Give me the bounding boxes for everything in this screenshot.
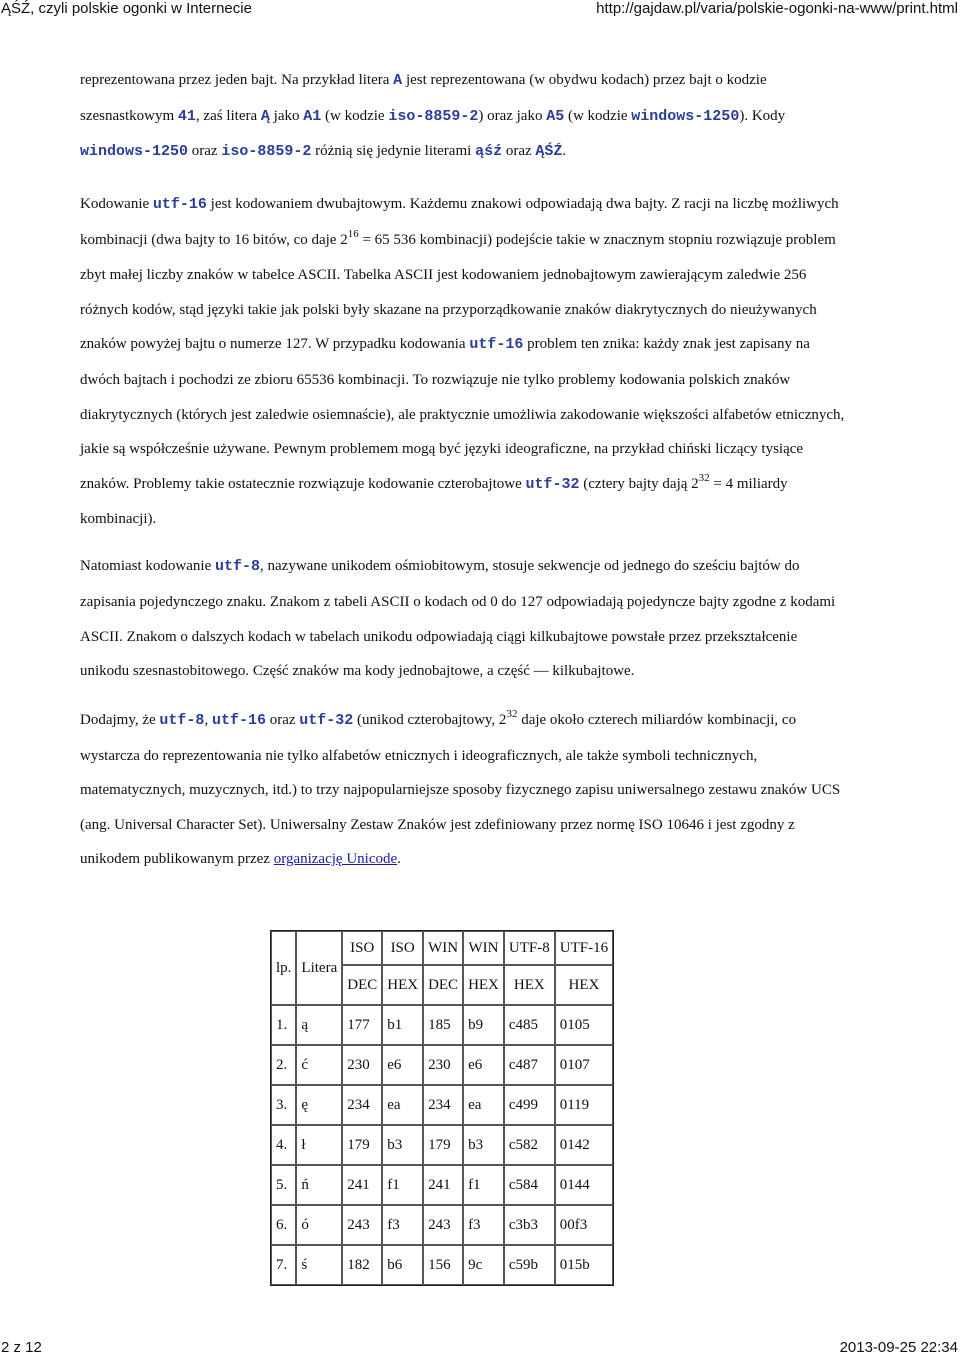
code-encoding: windows-1250	[80, 143, 189, 160]
code-hex: A5	[546, 107, 565, 125]
table-row	[271, 1085, 613, 1125]
cell-win-hex: f3	[463, 1205, 504, 1245]
header-dec: DEC	[342, 965, 382, 1005]
cell-win-dec: 241	[423, 1165, 463, 1205]
cell-letter: ą	[296, 1005, 342, 1045]
header-iso: ISO	[342, 931, 382, 965]
paragraph-utf16: Kodowanie utf-16 jest kodowaniem dwubajtowym. Każdemu znakowi odpowiadają dwa bajty. Z racji na liczbę możliwych kombinacji (dwa bajty to 16 bitów, co daje $2^{16} = 65$ 536 kombinacji) podejście takie w znacznym stopniu rozwiązuje problem zbyt małej liczby znaków w tabelce ASCII. Tabelka ASCII jest kodowaniem jednobajtowym zawierającym zaledwie 256 różnych kodów, stąd języki takie jak polski były skazane na przyporządkowanie znaków diakrytycznych do nieużywanych znaków powyżej bajtu o numerze 127. W przypadku kodowania utf-16 problem ten znika: każdy znak jest zapisany na dwóch bajtach i pochodzi ze zbioru 65536 kombinacji. To rozwiązuje nie tylko problemy kodowania polskich znaków diakrytycznych (których jest zaledwie osiemnaście), ale praktycznie umożliwia zakodowanie większości alfabetów etnicznych, jakie są współcześnie używane. Pewnym problemem mogą być języki ideograficzne, na przykład chiński liczący tysiące znaków. Problemy takie ostatecznie rozwiązuje kodowanie czterobajtowe utf-32 (cztery bajty dają $2^{32} = 4$ miliardy kombinacji).	[80, 196, 845, 528]
table-row	[271, 1045, 613, 1085]
header-hex: HEX	[463, 965, 504, 1005]
code-hex: A1	[303, 107, 322, 125]
cell-iso-dec: 179	[342, 1125, 382, 1165]
cell-win-dec: 185	[423, 1005, 463, 1045]
cell-utf16-hex: 0119	[555, 1085, 613, 1125]
cell-iso-hex: f3	[382, 1205, 423, 1245]
code-encoding: utf-16	[469, 336, 524, 354]
header-hex: HEX	[382, 965, 423, 1005]
cell-lp: 3.	[271, 1085, 296, 1125]
code-encoding: windows-1250	[631, 107, 740, 125]
cell-lp: 7.	[271, 1245, 296, 1285]
cell-iso-hex: f1	[382, 1165, 423, 1205]
cell-utf16-hex: 0142	[555, 1125, 613, 1165]
encoding-table	[270, 930, 614, 1286]
cell-win-hex: ea	[463, 1085, 504, 1125]
code-letter: Ą	[260, 107, 270, 125]
code-hex: 41	[177, 107, 196, 125]
cell-utf16-hex: 0144	[555, 1165, 613, 1205]
print-header-url: http://gajdaw.pl/varia/polskie-ogonki-na-www/print.html	[596, 0, 958, 17]
table-row	[271, 1125, 613, 1165]
unicode-organization-link[interactable]: organizację Unicode	[273, 851, 398, 867]
header-utf16: UTF-16	[555, 931, 613, 965]
table-row	[271, 1165, 613, 1205]
code-encoding: utf-16	[152, 196, 207, 213]
cell-utf8-hex: c584	[504, 1165, 555, 1205]
cell-win-dec: 156	[423, 1245, 463, 1285]
header-utf8: UTF-8	[504, 931, 555, 965]
cell-letter: ć	[296, 1045, 342, 1085]
header-lp: lp.	[271, 931, 296, 1005]
table-row	[271, 1205, 613, 1245]
cell-letter: ł	[296, 1125, 342, 1165]
code-letters: ĄŚŹ	[535, 143, 563, 160]
cell-utf16-hex: 015b	[555, 1245, 613, 1285]
paragraph-ucs: Dodajmy, że utf-8, utf-16 oraz utf-32 (unikod czterobajtowy, $2^{32}$ daje około czterech miliardów kombinacji, co wystarcza do reprezentowania nie tylko alfabetów etnicznych i ideograficznych, ale także symboli technicznych, matematycznych, muzycznych, itd.) to trzy najpopularniejsze sposoby fizycznego zapisu uniwersalnego zestawu znaków UCS (ang. Universal Character Set). Uniwersalny Zestaw Znaków jest zdefiniowany przez normę ISO 10646 i jest zgodny z unikodem publikowanym przez organizację Unicode.	[80, 708, 841, 867]
exponent: 32	[506, 708, 518, 720]
cell-win-dec: 179	[423, 1125, 463, 1165]
cell-utf8-hex: c487	[504, 1045, 555, 1085]
cell-iso-hex: b1	[382, 1005, 423, 1045]
header-hex: HEX	[555, 965, 613, 1005]
cell-letter: ę	[296, 1085, 342, 1125]
cell-iso-dec: 177	[342, 1005, 382, 1045]
cell-utf8-hex: c59b	[504, 1245, 555, 1285]
cell-iso-dec: 241	[342, 1165, 382, 1205]
cell-utf8-hex: c582	[504, 1125, 555, 1165]
header-win: WIN	[463, 931, 504, 965]
header-litera: Litera	[296, 931, 342, 1005]
print-header-title: ĄŚŹ, czyli polskie ogonki w Internecie	[1, 0, 252, 17]
cell-win-hex: e6	[463, 1045, 504, 1085]
cell-win-dec: 243	[423, 1205, 463, 1245]
code-encoding: iso-8859-2	[221, 143, 312, 160]
code-encoding: utf-8	[214, 558, 260, 575]
cell-iso-hex: ea	[382, 1085, 423, 1125]
print-footer-page-number: 2 z 12	[1, 1339, 42, 1356]
cell-lp: 1.	[271, 1005, 296, 1045]
cell-lp: 2.	[271, 1045, 296, 1085]
cell-lp: 5.	[271, 1165, 296, 1205]
cell-win-hex: 9c	[463, 1245, 504, 1285]
cell-lp: 4.	[271, 1125, 296, 1165]
cell-iso-dec: 230	[342, 1045, 382, 1085]
exponent: 16	[347, 227, 359, 240]
code-encoding: utf-8	[159, 712, 205, 729]
header-iso: ISO	[382, 931, 423, 965]
header-hex: HEX	[504, 965, 555, 1005]
cell-lp: 6.	[271, 1205, 296, 1245]
cell-win-dec: 230	[423, 1045, 463, 1085]
cell-utf8-hex: c485	[504, 1005, 555, 1045]
cell-utf16-hex: 0107	[555, 1045, 613, 1085]
cell-win-hex: b9	[463, 1005, 504, 1045]
cell-utf8-hex: c499	[504, 1085, 555, 1125]
cell-iso-dec: 243	[342, 1205, 382, 1245]
cell-utf16-hex: 00f3	[555, 1205, 613, 1245]
cell-letter: ś	[296, 1245, 342, 1285]
header-dec: DEC	[423, 965, 463, 1005]
code-encoding: utf-32	[525, 475, 580, 493]
code-encoding: utf-16	[211, 712, 266, 729]
exponent: 32	[698, 471, 710, 484]
code-encoding: iso-8859-2	[388, 107, 479, 125]
paragraph-utf8: Natomiast kodowanie utf-8, nazywane unikodem ośmiobitowym, stosuje sekwencje od jednego do sześciu bajtów do zapisania pojedynczego znaku. Znakom z tabeli ASCII o kodach od 0 do 127 odpowiadają pojedyncze bajty zgodne z kodami ASCII. Znakom o dalszych kodach w tabelach unikodu odpowiadają ciągi kilkubajtowe powstałe przez przekształcenie unikodu szesnastobitowego. Część znaków ma kody jednobajtowe, a część — kilkubajtowe.	[80, 558, 836, 680]
cell-letter: ń	[296, 1165, 342, 1205]
cell-iso-hex: b3	[382, 1125, 423, 1165]
cell-win-hex: f1	[463, 1165, 504, 1205]
cell-letter: ó	[296, 1205, 342, 1245]
cell-iso-hex: b6	[382, 1245, 423, 1285]
cell-iso-dec: 182	[342, 1245, 382, 1285]
cell-win-dec: 234	[423, 1085, 463, 1125]
table-row	[271, 1245, 613, 1285]
header-win: WIN	[423, 931, 463, 965]
paragraph-encoding-intro: reprezentowana przez jeden bajt. Na przykład litera A jest reprezentowana (w obydwu kodach) przez bajt o kodzie szesnastkowym 41, zaś litera Ą jako A1 (w kodzie iso-8859-2) oraz jako A5 (w kodzie windows-1250). Kody windows-1250 oraz iso-8859-2 różnią się jedynie literami ąśź oraz ĄŚŹ.	[80, 72, 786, 160]
cell-utf8-hex: c3b3	[504, 1205, 555, 1245]
table-row	[271, 1005, 613, 1045]
cell-iso-dec: 234	[342, 1085, 382, 1125]
cell-iso-hex: e6	[382, 1045, 423, 1085]
cell-utf16-hex: 0105	[555, 1005, 613, 1045]
print-footer-datetime: 2013-09-25 22:34	[839, 1339, 958, 1356]
cell-win-hex: b3	[463, 1125, 504, 1165]
code-letters: ąśź	[475, 143, 503, 160]
code-encoding: utf-32	[299, 712, 354, 729]
code-letter: A	[393, 72, 403, 89]
